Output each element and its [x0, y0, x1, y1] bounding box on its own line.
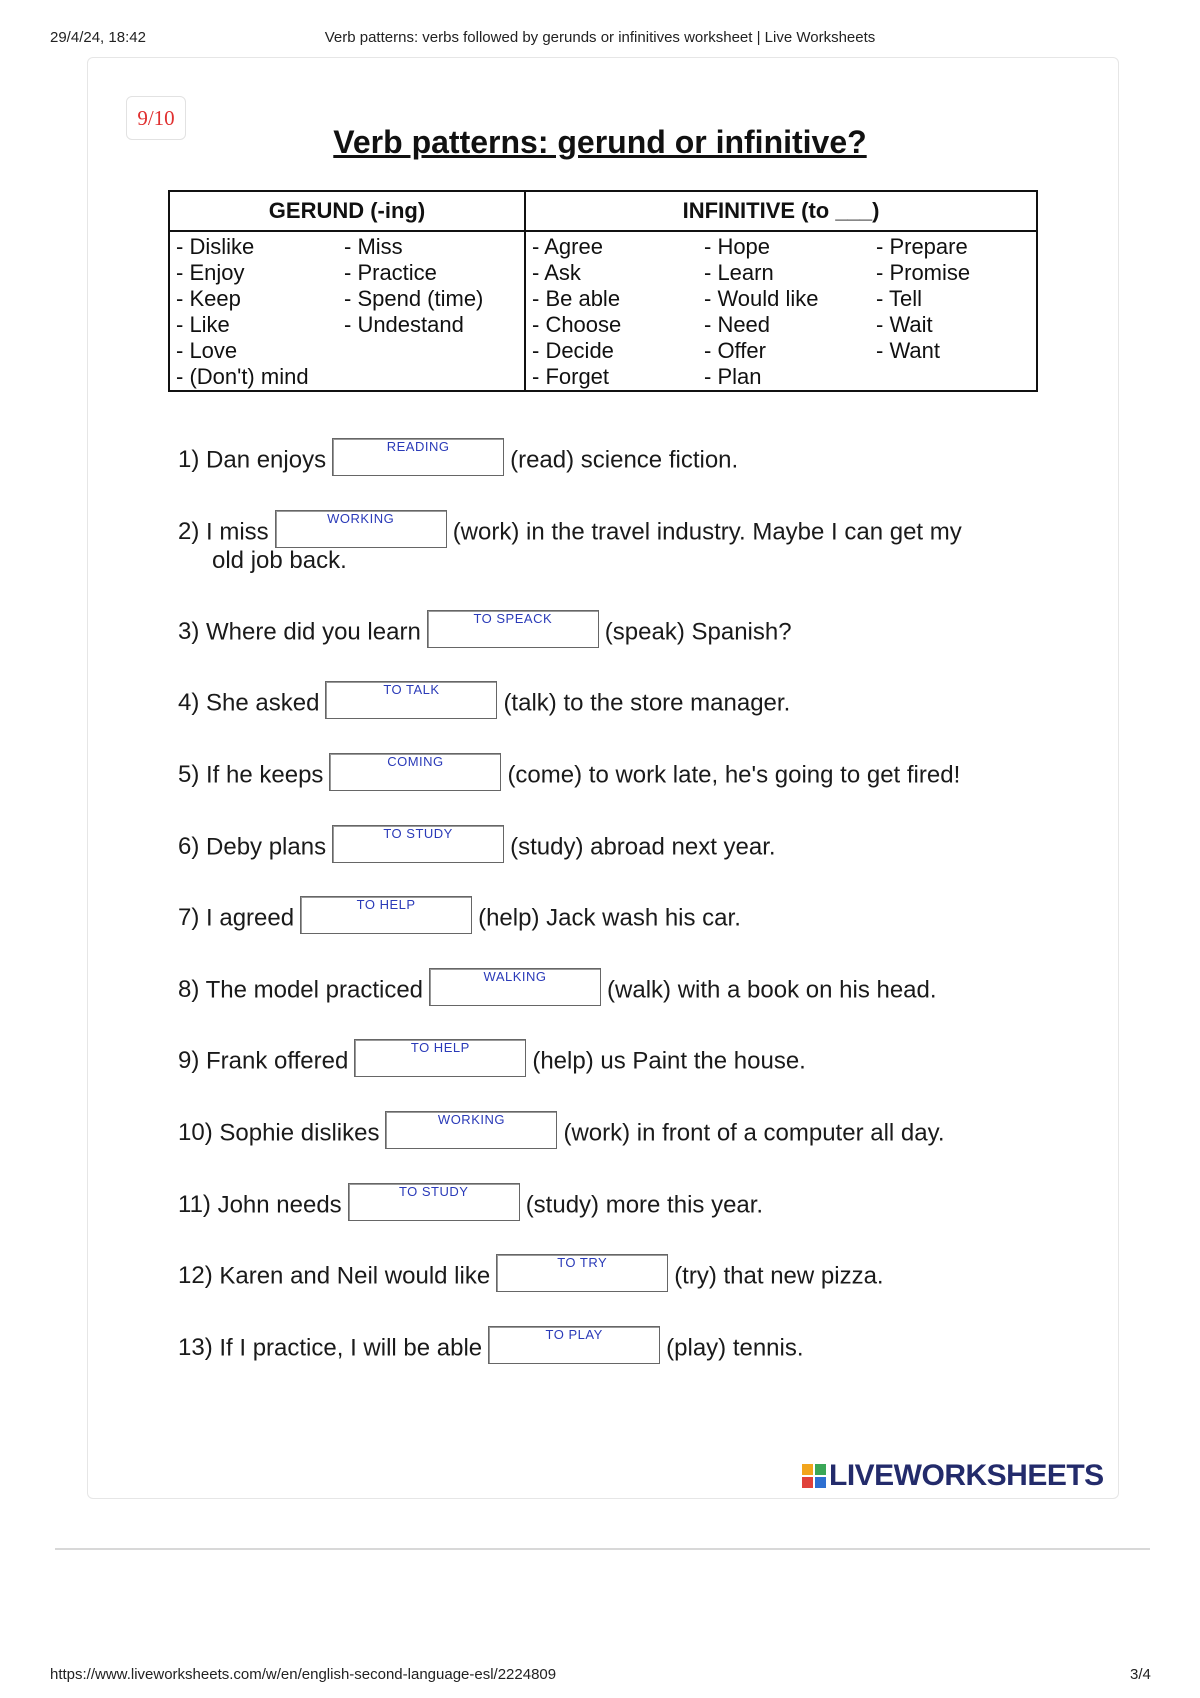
exercise-text-after: (speak) Spanish?: [604, 618, 792, 646]
gerund-cell: [169, 231, 525, 391]
answer-value: TO HELP: [410, 1040, 470, 1055]
answer-field[interactable]: [332, 825, 504, 863]
exercise-number: 12): [178, 1262, 213, 1290]
answer-field[interactable]: [427, 610, 599, 648]
answer-field[interactable]: [275, 510, 447, 548]
exercise-item: [178, 1327, 804, 1362]
exercise-number: 13): [178, 1334, 213, 1362]
exercise-number: 6): [178, 833, 200, 861]
verb-item: - Keep: [176, 286, 241, 311]
verb-item: - Dislike: [176, 234, 255, 259]
verb-item: - Choose: [532, 312, 622, 337]
logo-mark-icon: [802, 1464, 826, 1488]
exercise-item: [178, 439, 739, 474]
exercise-text-after: (work) in the travel industry. Maybe I can get my: [452, 518, 962, 546]
verb-item: - Agree: [532, 234, 603, 259]
infinitive-header: INFINITIVE (to ___): [525, 191, 1037, 231]
exercise-text-before: Sophie dislikes: [219, 1119, 380, 1147]
infinitive-list-3: [876, 234, 1036, 390]
exercise-item: [178, 682, 791, 717]
verb-item: - Like: [176, 312, 230, 337]
verb-item: - Need: [704, 312, 771, 337]
verb-item: - Love: [176, 338, 238, 363]
logo-text: LIVEWORKSHEETS: [829, 1459, 1104, 1492]
verb-item: - Offer: [704, 338, 766, 363]
print-url: https://www.liveworksheets.com/w/en/english-second-language-esl/2224809: [50, 1666, 557, 1683]
answer-value: TO STUDY: [398, 1184, 469, 1199]
verb-item: - (Don't) mind: [176, 364, 309, 389]
page-separator: [55, 1548, 1150, 1550]
exercise-text-after: (study) abroad next year.: [510, 833, 776, 861]
answer-value: TO TALK: [383, 682, 440, 697]
exercise-number: 4): [178, 689, 200, 717]
answer-field[interactable]: [429, 968, 601, 1006]
answer-value: WORKING: [437, 1112, 505, 1127]
answer-field[interactable]: [329, 753, 501, 791]
verb-item: - Learn: [704, 260, 774, 285]
answer-field[interactable]: [488, 1326, 660, 1364]
exercise-number: 8): [178, 976, 200, 1004]
exercise-text-before: Frank offered: [206, 1047, 349, 1075]
exercise-text-after: (play) tennis.: [666, 1334, 804, 1362]
exercise-item: [178, 611, 792, 646]
exercise-text-after: (read) science fiction.: [510, 446, 739, 474]
answer-value: TO HELP: [356, 897, 416, 912]
answer-value: COMING: [387, 754, 444, 769]
exercise-text-before: Deby plans: [206, 833, 327, 861]
exercise-text-before: I miss: [206, 518, 269, 546]
answer-value: WALKING: [483, 969, 547, 984]
exercise-number: 9): [178, 1047, 200, 1075]
exercise-item: [178, 754, 961, 789]
exercise-text-before: If I practice, I will be able: [219, 1334, 483, 1362]
print-page-number: 3/4: [1130, 1666, 1151, 1683]
exercise-text-continued: old job back.: [212, 547, 347, 574]
verb-item: - Decide: [532, 338, 614, 363]
exercise-text-after: (talk) to the store manager.: [503, 689, 791, 717]
exercise-text-before: She asked: [206, 689, 320, 717]
print-datetime: 29/4/24, 18:42: [50, 29, 146, 46]
answer-value: TO PLAY: [545, 1327, 603, 1342]
exercise-item: [178, 826, 776, 861]
exercise-text-after: (help) us Paint the house.: [532, 1047, 806, 1075]
verb-item: - Forget: [532, 364, 610, 389]
answer-value: TO SPEACK: [473, 611, 553, 626]
answer-field[interactable]: [496, 1254, 668, 1292]
verb-item: - Miss: [344, 234, 403, 259]
exercise-item: [178, 1040, 806, 1075]
exercise-text-after: (come) to work late, he's going to get fired!: [507, 761, 961, 789]
gerund-list-1: [176, 234, 344, 390]
answer-field[interactable]: [348, 1183, 520, 1221]
answer-field[interactable]: [325, 681, 497, 719]
answer-field[interactable]: [332, 438, 504, 476]
exercise-text-after: (try) that new pizza.: [674, 1262, 884, 1290]
exercise-text-before: Dan enjoys: [206, 446, 327, 474]
liveworksheets-logo: [802, 1460, 1104, 1492]
verb-item: - Would like: [704, 286, 819, 311]
exercise-item: [178, 1112, 945, 1147]
exercise-text-after: (study) more this year.: [525, 1191, 764, 1219]
exercise-text-after: (work) in front of a computer all day.: [563, 1119, 945, 1147]
score-badge: 9/10: [126, 96, 186, 140]
answer-field[interactable]: [385, 1111, 557, 1149]
verb-pattern-table: [168, 190, 1038, 392]
verb-item: - Prepare: [876, 234, 968, 259]
print-page-title: Verb patterns: verbs followed by gerunds or infinitives worksheet | Live Worksheets: [324, 29, 876, 46]
answer-value: TO STUDY: [383, 826, 453, 841]
exercise-item: [178, 511, 962, 574]
verb-item: - Enjoy: [176, 260, 245, 285]
verb-item: - Spend (time): [344, 286, 484, 311]
verb-item: - Want: [876, 338, 940, 363]
exercise-item: [178, 1255, 884, 1290]
verb-item: - Be able: [532, 286, 621, 311]
exercise-text-before: Where did you learn: [206, 618, 421, 646]
verb-item: - Wait: [876, 312, 933, 337]
gerund-header: GERUND (-ing): [169, 191, 525, 231]
infinitive-list-2: [704, 234, 876, 390]
infinitive-list-1: [532, 234, 704, 390]
exercise-number: 2): [178, 518, 200, 546]
exercise-item: [178, 897, 741, 932]
exercise-text-before: The model practiced: [205, 976, 424, 1004]
exercise-item: [178, 969, 937, 1004]
exercise-number: 1): [178, 446, 200, 474]
exercise-text-before: Karen and Neil would like: [219, 1262, 491, 1290]
exercise-number: 11): [178, 1191, 211, 1219]
exercise-number: 3): [178, 618, 200, 646]
exercise-text-before: If he keeps: [206, 761, 324, 789]
exercise-text-before: I agreed: [206, 904, 295, 932]
gerund-list-2: [344, 234, 524, 390]
exercise-text-before: John needs: [217, 1191, 342, 1219]
infinitive-cell: [525, 231, 1037, 391]
answer-value: WORKING: [327, 511, 395, 526]
verb-item: - Hope: [704, 234, 771, 259]
exercise-text-after: (walk) with a book on his head.: [607, 976, 937, 1004]
verb-item: - Promise: [876, 260, 971, 285]
verb-item: - Ask: [532, 260, 581, 285]
worksheet-title: Verb patterns: gerund or infinitive?: [333, 124, 867, 160]
exercise-text-after: (help) Jack wash his car.: [478, 904, 741, 932]
verb-item: - Undestand: [344, 312, 464, 337]
exercise-number: 10): [178, 1119, 213, 1147]
exercise-number: 5): [178, 761, 200, 789]
answer-value: READING: [386, 439, 450, 454]
verb-item: - Plan: [704, 364, 762, 389]
answer-field[interactable]: [354, 1039, 526, 1077]
exercise-number: 7): [178, 904, 200, 932]
exercise-item: [178, 1184, 764, 1219]
verb-item: - Practice: [344, 260, 437, 285]
answer-value: TO TRY: [557, 1255, 608, 1270]
verb-item: - Tell: [876, 286, 923, 311]
answer-field[interactable]: [300, 896, 472, 934]
